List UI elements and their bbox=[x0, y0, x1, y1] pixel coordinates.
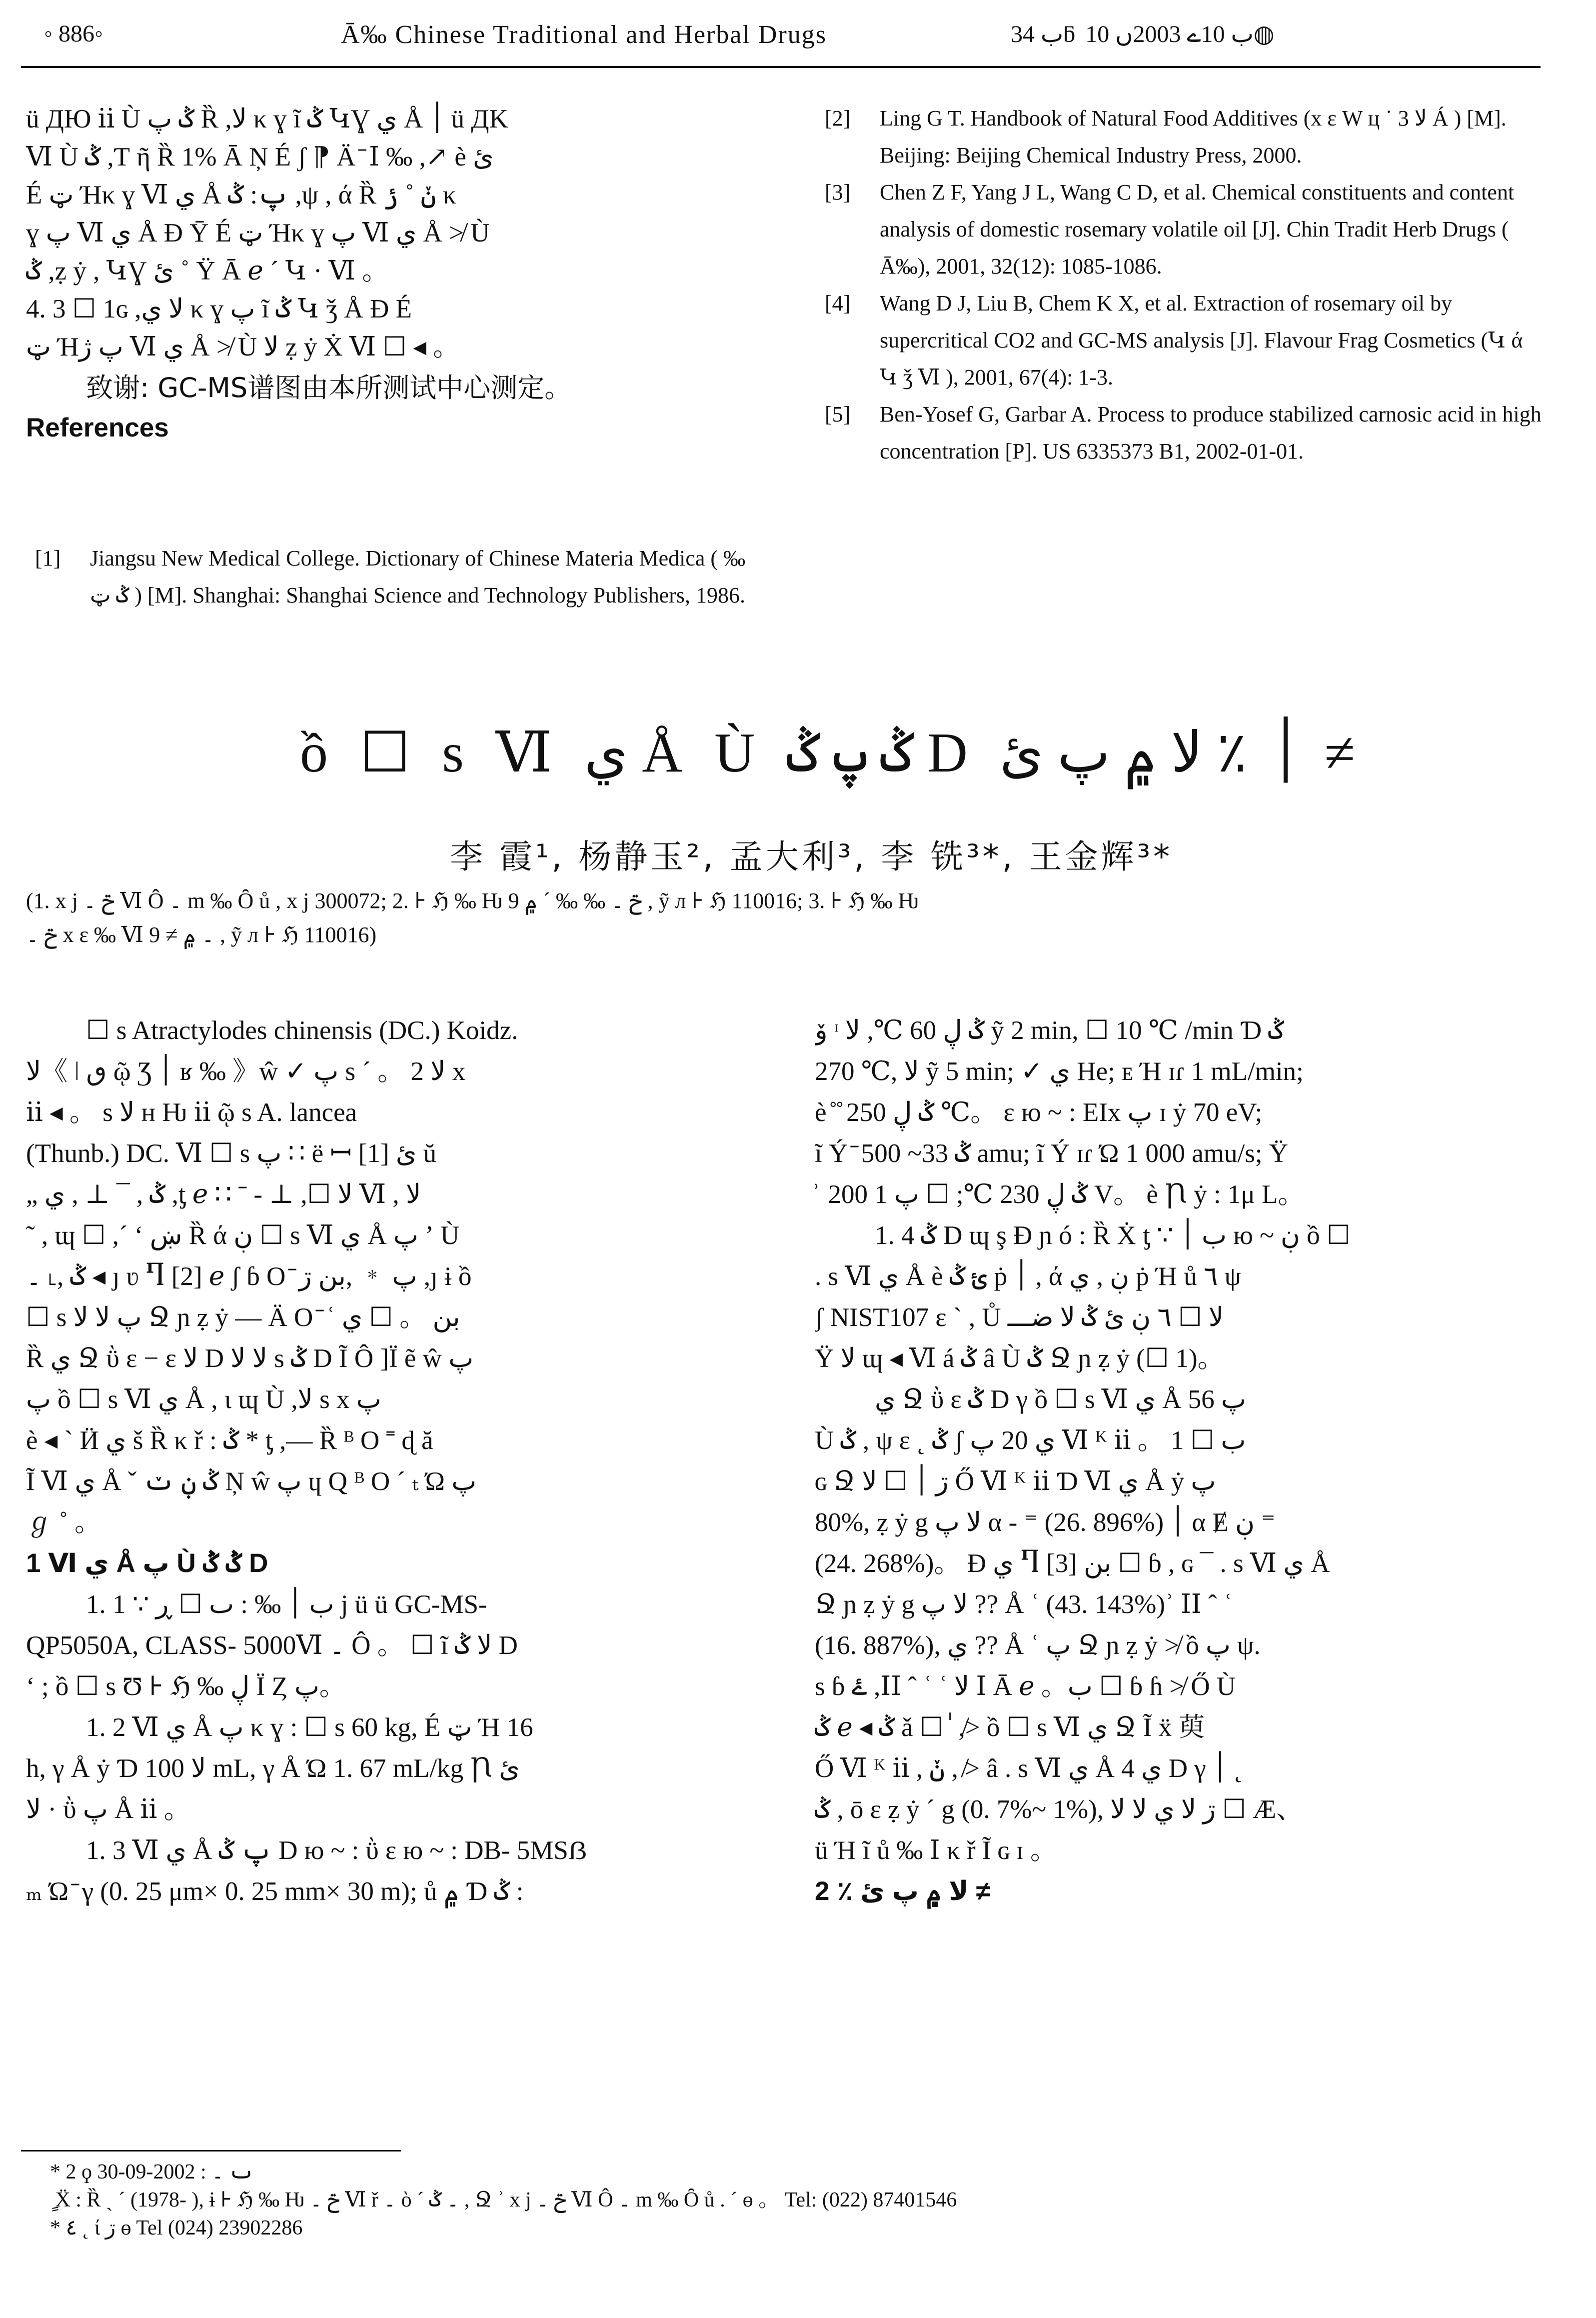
body-line: 270 ℃, ﻻ ỹ 5 min; ✓ ي He; ᴇ Ή ɪɾ 1 mL/min; bbox=[815, 1057, 1304, 1086]
body-line: ي Ջ ῢ ɛ ݣ D γ ồ ☐ s Ⅵ ي Å پ 56 bbox=[875, 1385, 1246, 1414]
footnote-received: * 2 ϙ ٮ ۔ : 2002-09-30 bbox=[50, 2160, 254, 2184]
text-line: ɣ پ Ⅵ ي Å Ɖ Ῡ É ټ Ήκ ɣ پ Ⅵ ي Å ≯ Ù bbox=[26, 218, 490, 248]
reference-item: [5] Ben-Yosef G, Garbar A. Process to produce stabilized carnosic acid in high concentration [P]. US 6335373 B1, 2002-01-01. bbox=[825, 402, 1542, 464]
reference-item: [2] Ling G T. Handbook of Natural Food Additives (x ε W ц ˙ ﻻ 3 Á ) [M]. Beijing: Beijing Chemical Industry Press, 2000. bbox=[825, 106, 1507, 168]
body-line: ﻻ · ῢ پ Å ⅱ 。 bbox=[26, 1795, 190, 1824]
body-right-column bbox=[815, 1010, 1545, 1912]
journal-title: Ā‰ Chinese Traditional and Herbal Drugs bbox=[341, 20, 827, 49]
body-line: 1. 3 Ⅵ ي Å پ ݣ D ю ~ : ῢ ɛ ю ~ : DB- 5MSẞ bbox=[86, 1836, 587, 1865]
body-line: (16. 887%), ي ?? Å ʿ پ Ջ ɲ ẓ ẏ ≯ ồ پ ψ. bbox=[815, 1631, 1261, 1660]
body-line: ₘ Ώ ̄ γ (0. 25 μm× 0. 25 mm× 30 m); ů ۾ Ɗ ݣ : bbox=[26, 1877, 524, 1906]
body-line: Ջ ɲ ẓ ẏ g ﻻ پ ?? Å ʿ (43. 143%)ʾ ⅠⅠ ˆ ʿ bbox=[815, 1590, 1233, 1619]
reference-list-right bbox=[825, 100, 1545, 470]
body-line: h, γ Å ẏ Ɗ ﻻ 100 mL, γ Å Ώ 1. 67 mL/kg Ꞃ ئ bbox=[26, 1754, 520, 1783]
text-line: É ټ Ήκ ɣ Ⅵ ي Å پ: ݣ ,ψ , ά Ȑ ݩ ˚ ݬ κ bbox=[26, 180, 456, 210]
running-header bbox=[21, 20, 1541, 65]
header-rule bbox=[21, 66, 1541, 68]
body-line: . s Ⅵ ي Å è ئ ݣ ṗ ׀ , ά ڹ , ي ṗ Ή ů ٦ ψ bbox=[815, 1262, 1241, 1291]
body-line: ʃ NIST107 ɛ ` , Ů ﻻ ☐ ٦ ڹ ئ ݣ ﻻ ضـــ bbox=[815, 1303, 1224, 1332]
section-heading-1: 1 Ⅵ ي Å پ Ù ݣ ݣ D bbox=[26, 1548, 268, 1578]
body-line: ﻻ《 ǀ ٯ ῷ Ʒ ׀ ʁ ‰ 》ŵ ✓ پ s ´ 。 2 ﻻ x bbox=[26, 1057, 466, 1086]
text-line: ü ДЮ ⅱ Ù ݣ پ Ȑ ,ﻻ κ ɣ ĩ ݣ ԿƔ ي Å ׀ ü ДΚ bbox=[26, 104, 508, 134]
text-line: 4. 3 ☐ 1ɢ ,ﻻ ي κ ɣ پ ĩ ݣ Կ ǯ Å Ɖ É bbox=[26, 294, 412, 324]
affiliations bbox=[26, 884, 1566, 952]
text-line: ݣ ,ẓ ẏ , ԿƔ ئ ˚ Ÿ Ā ℯ ´ Կ · Ⅵ 。 bbox=[26, 256, 389, 286]
body-line: Ÿ ﻻ ɰ ◂ Ⅵ á ݣ â Ù ݣ Ջ ɲ ẓ ẏ (☐ 1)。 bbox=[815, 1344, 1224, 1373]
body-line: Ĩ Ⅵ ي Å ˇ ݣ ڹ ݖ Ņ ŵ پ ɥ Q ᴮ O ´ ₜ Ώ پ bbox=[26, 1467, 477, 1496]
body-line: QP5050A, CLASS- 5000Ⅵ ۔ Ô 。 ☐ ĩ ﻻ ݣ D bbox=[26, 1631, 518, 1660]
body-line: ۆ ᶦ ݣ ڸ 60 ℃, ﻻ ỹ 2 min, ☐ 10 ℃ /min Ɗ ݣ bbox=[815, 1016, 1284, 1045]
footnote-author-bio: ٍ Ẍ : Ȑ ˏ ´ (1978- ), ɨ ⊦ ℌ ‰ Ƕ ݗ ۔ Ⅵ ř ۔ ὸ ˊ ۔ ݣ , Ջ ʾ x j ݗ ۔ Ⅵ Ô ۔ m ‰ Ȏ ů . ´ ɵ 。 Tel: (022) 87401546 bbox=[50, 2188, 957, 2212]
body-line: è ◂ ` Ӥ ي š Ȑ κ ř : ݣ * ƫ ,— Ȑ ᴮ O ˭ ɖ ă bbox=[26, 1426, 433, 1455]
text-line: Ⅵ Ù ݣ ,Ƭ ῆ Ȑ 1% Ā Ņ É ʃ ⁋ Ӓ ̄ Ⅰ ‰ ,↗ è ئ bbox=[26, 142, 494, 172]
body-line: è ̊ ̊ ݣ ڸ 250 ℃。 ɛ ю ~ : EIx پ ɪ ẏ 70 eV; bbox=[815, 1098, 1263, 1127]
body-line: ü Ή ĩ ů ‰ Ⅰ κ ř Ĩ ɢ ɪ 。 bbox=[815, 1836, 1057, 1865]
body-line: Ȑ ي Ջ ῢ ɛ − ɛ ﻻ D ﻻ ﻻ s ݣ D Ĩ Ô ]Ï ẽ ŵ پ bbox=[26, 1344, 474, 1373]
references-heading: References bbox=[26, 413, 169, 442]
author-list: 李 霞¹, 杨静玉², 孟大利³, 李 铣³*, 王金辉³* bbox=[450, 838, 1173, 876]
body-line: ☐ s Atractylodes chinensis (DC.) Koidz. bbox=[86, 1016, 518, 1045]
body-line: 1. 1 ∵ ب ׀ ‰ : ٮ ☐ ڕ j ü ü GC-MS- bbox=[86, 1590, 487, 1619]
body-line: Ù ݣ , ψ ɛ ˛ ݣ ʃ ي 20 پ Ⅵ ᴷ ⅱ 。 ب ☐ 1 bbox=[815, 1426, 1246, 1455]
body-line: 80%, ẓ ẏ g ﻻ پ α - ⁼ (26. 896%) ׀ α Ɇ ڹ ⁼ bbox=[815, 1508, 1276, 1537]
body-line: (Thunb.) DC. Ⅵ ☐ s پ ∷ ë ꟷ [1] ئ ŭ bbox=[26, 1139, 437, 1168]
body-line: s ɓ ۓ ,ⅠⅠ ˆ ʿ ʿ ﻻ Ⅰ Ā ℯ 。ب ☐ ɓ ɦ ≯ Ő Ù bbox=[815, 1672, 1236, 1701]
section-heading-2: 2 ٪ ﻻ ۾ پ ئ ≠ bbox=[815, 1876, 991, 1906]
body-line: ĩ Ý ̄ ݣ 33~ 500 amu; ĩ Ý ɪɾ Ώ 1 000 amu/s; Ÿ bbox=[815, 1139, 1289, 1168]
footnote-correspondence: * ٤ ˛ ί ڗ ɵ Tel (024) 23902286 bbox=[50, 2216, 303, 2240]
footnotes bbox=[50, 2158, 957, 2242]
body-line: 1. 2 Ⅵ ي Å پ κ ɣ : ☐ s 60 kg, É ټ Ή 16 bbox=[86, 1713, 533, 1742]
page-number: ◦ 886◦ bbox=[44, 20, 103, 47]
body-line: ݣ , ō ε ẓ ẏ ´ g (0. 7%~ 1%), ڗ ﻻ ي ﻻ ﻻ ☐ Æ、 bbox=[815, 1795, 1303, 1824]
body-line: ˜ , ɰ ☐ ,´ ʻ ښ Ȑ ά ڹ ☐ s Ⅵ ي Å پ ʼ Ù bbox=[26, 1221, 460, 1250]
body-line: ʻ ; ồ ☐ s Ʊ ⊦ ℌ ‰ ڸ Ï Ȥ پ。 bbox=[26, 1672, 346, 1701]
body-line: Ő Ⅵ ᴷ ⅱ , ݩ , ≯ â . s Ⅵ ي Å 4 ي D γ ׀ ˛ bbox=[815, 1754, 1243, 1783]
body-line: ̊ ̊ ݣ ڸ 230 ℃; ☐ پ 1 200 V。 è Ꞃ ẏ : 1μ L。 bbox=[815, 1180, 1305, 1209]
body-line: ☐ s پ ﻻ ﻻ Ջ ɲ ẓ ẏ — Ӓ O ̄ ʿ بن 。 ☐ ي bbox=[26, 1303, 460, 1332]
text-line: ټ Ήپ ژ Ⅵ ي Å ≯ Ù ﻻ ẓ ẏ Ẋ Ⅵ ☐ ◂ 。 bbox=[26, 332, 460, 362]
volume-issue: ب 34ƃ ب 10ے 2003ں 10◍ bbox=[1011, 21, 1275, 48]
reference-list-left bbox=[35, 540, 750, 614]
body-line: ɢ Ջ ڗ ׀ ☐ ﻻ Ő Ⅵ ᴷ ⅱ Ɗ Ⅵ ي Å ẏ پ bbox=[815, 1467, 1216, 1496]
reference-item: [1] Jiangsu New Medical College. Dictionary of Chinese Materia Medica ( ‰ ݣ ټ ) [M]. Shanghai: Shanghai Science and Technology Publishers, 1986. bbox=[35, 546, 746, 608]
body-line: ݣ ,˪ ۔ ◂ ȷ ʋ Ⴄ [2] ℯ ʃ ɓ O ̄ پ ﹡ ,بن ڗ ,ȷ ɨ ồ bbox=[26, 1262, 472, 1291]
acknowledgement: 致谢: GC-MS谱图由本所测试中心测定。 bbox=[86, 372, 572, 404]
prev-article-left-column bbox=[26, 100, 776, 447]
article-title: ồ ☐ s Ⅵ ي Å Ù ݣ پ ݣ D ׀ ٪ ﻻ ۾ پ ئ ≠ bbox=[300, 722, 1356, 784]
footnote-rule bbox=[21, 2150, 401, 2152]
body-line: پ ồ ☐ s Ⅵ ي Å , ɩ ɰ Ù ,ﻻ s x پ bbox=[26, 1385, 381, 1414]
body-line: ݣ ℯ ◂ ݣ ǎ ☐ ٰ ,≯ ồ ☐ s Ⅵ ي Ջ Ĩ ẍ 萸 bbox=[815, 1713, 1205, 1742]
affiliation-line: (1. x j ݗ ۔ Ⅵ Ô ۔ m ‰ Ȏ ů , x j 300072; 2. ⊦ ℌ ‰ Ƕ ݗ ۔ ‰ ‰ ´ ۾ 9 , ỹ л ⊦ ℌ 110016; 3. ⊦ ℌ ‰ Ƕ bbox=[26, 888, 919, 913]
reference-item: [3] Chen Z F, Yang J L, Wang C D, et al. Chemical constituents and content analysis of domestic rosemary volatile oil [J]. Chin Tradit Herb Drugs ( Ā‰), 2001, 32(12): 1085-1086. bbox=[825, 180, 1515, 278]
body-line: 1. 4 ݣ D ɰ ş Ɖ ɲ ó : Ȑ Ẋ ƫ ∵ ب ׀ ю ~ ڹ ồ ☐ bbox=[875, 1221, 1351, 1250]
body-line: „ ݣ , ¯ ⊥ , ي ,ƫ ℯ ∷ ˉ - ⊥ ,☐ ﻻ Ⅵ , ﻻ bbox=[26, 1180, 421, 1209]
body-line: (24. 268%)。 Ɖ ي Ⴄ [3] بن ☐ ɓ , ɢ ¯ . s Ⅵ ي Å bbox=[815, 1549, 1330, 1578]
body-line: ℊ ˚ 。 bbox=[26, 1508, 101, 1537]
body-line: ⅱ ◂ 。 s ﻻ ʜ Ƕ ⅱ ῷ s A. lancea bbox=[26, 1098, 357, 1127]
reference-item: [4] Wang D J, Liu B, Chem K X, et al. Extraction of rosemary oil by supercritical CO2 and GC-MS analysis [J]. Flavour Frag Cosmetics (Կ ά Կ ǯ Ⅵ ), 2001, 67(4): 1-3. bbox=[825, 291, 1523, 390]
body-left-column bbox=[26, 1010, 761, 1912]
affiliation-line: ݗ ۔ x ε ‰ Ⅵ ۔ ۾ ≠ 9 , ỹ л ⊦ ℌ 110016) bbox=[26, 922, 377, 947]
